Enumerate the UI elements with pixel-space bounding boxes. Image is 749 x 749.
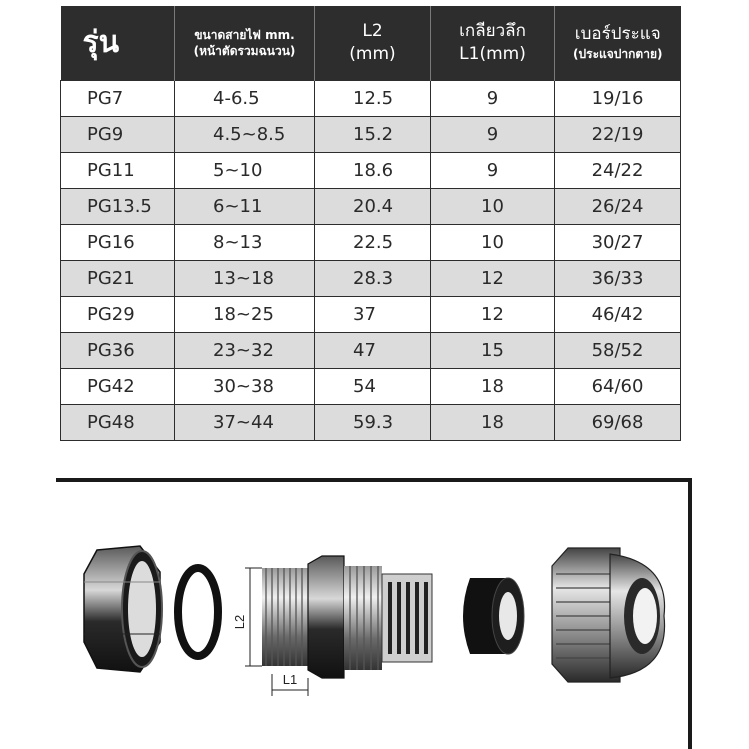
table-row bbox=[61, 81, 681, 117]
table-row bbox=[61, 225, 681, 261]
table-row bbox=[61, 297, 681, 333]
cell-cable-size: 30~38 bbox=[175, 369, 315, 405]
cell-wrench: 58/52 bbox=[555, 333, 681, 369]
cell-wrench: 46/42 bbox=[555, 297, 681, 333]
header-wrench-size bbox=[555, 6, 681, 81]
header-cable-size bbox=[175, 6, 315, 81]
cell-l1: 9 bbox=[431, 117, 555, 153]
cell-wrench: 26/24 bbox=[555, 189, 681, 225]
cell-model: PG11 bbox=[61, 153, 175, 189]
o-ring-part bbox=[178, 568, 218, 656]
table-row bbox=[61, 405, 681, 441]
cell-model: PG42 bbox=[61, 369, 175, 405]
cell-l1: 10 bbox=[431, 225, 555, 261]
table-row bbox=[61, 261, 681, 297]
cell-cable-size: 18~25 bbox=[175, 297, 315, 333]
cell-cable-size: 13~18 bbox=[175, 261, 315, 297]
header-thread-depth-unit: L1(mm) bbox=[459, 44, 526, 64]
header-cable-size-sub: (หน้าตัดรวมฉนวน) bbox=[193, 44, 296, 58]
cell-l1: 9 bbox=[431, 153, 555, 189]
cell-cable-size: 4.5~8.5 bbox=[175, 117, 315, 153]
seal-insert-part bbox=[463, 578, 524, 654]
cell-model: PG9 bbox=[61, 117, 175, 153]
cap-nut-part bbox=[552, 548, 665, 682]
cell-l2: 22.5 bbox=[315, 225, 431, 261]
cell-cable-size: 37~44 bbox=[175, 405, 315, 441]
table-row bbox=[61, 117, 681, 153]
table-row bbox=[61, 369, 681, 405]
cell-model: PG48 bbox=[61, 405, 175, 441]
cell-l2: 15.2 bbox=[315, 117, 431, 153]
cell-wrench: 24/22 bbox=[555, 153, 681, 189]
cell-model: PG36 bbox=[61, 333, 175, 369]
cell-l2: 12.5 bbox=[315, 81, 431, 117]
cell-l1: 15 bbox=[431, 333, 555, 369]
cell-model: PG29 bbox=[61, 297, 175, 333]
cell-l1: 9 bbox=[431, 81, 555, 117]
dimension-label-l1: L1 bbox=[282, 672, 298, 687]
cell-wrench: 69/68 bbox=[555, 405, 681, 441]
cell-cable-size: 8~13 bbox=[175, 225, 315, 261]
cell-l2: 59.3 bbox=[315, 405, 431, 441]
cell-l1: 18 bbox=[431, 405, 555, 441]
header-model-label: รุ่น bbox=[82, 24, 120, 60]
header-thread-depth bbox=[431, 6, 555, 81]
cell-cable-size: 6~11 bbox=[175, 189, 315, 225]
cell-l2: 37 bbox=[315, 297, 431, 333]
cable-gland-spec-table bbox=[60, 6, 681, 441]
cell-l2: 20.4 bbox=[315, 189, 431, 225]
header-l2 bbox=[315, 6, 431, 81]
cell-model: PG13.5 bbox=[61, 189, 175, 225]
cell-l1: 12 bbox=[431, 261, 555, 297]
cell-model: PG16 bbox=[61, 225, 175, 261]
table-row bbox=[61, 333, 681, 369]
cell-l2: 28.3 bbox=[315, 261, 431, 297]
cell-l1: 18 bbox=[431, 369, 555, 405]
cable-gland-exploded-illustration bbox=[0, 482, 749, 749]
header-l2-unit: (mm) bbox=[349, 44, 396, 64]
cell-cable-size: 5~10 bbox=[175, 153, 315, 189]
dimension-label-l2: L2 bbox=[232, 614, 247, 630]
header-l2-label: L2 bbox=[362, 21, 383, 42]
table-row bbox=[61, 189, 681, 225]
cell-cable-size: 4-6.5 bbox=[175, 81, 315, 117]
cell-wrench: 19/16 bbox=[555, 81, 681, 117]
cell-model: PG7 bbox=[61, 81, 175, 117]
cell-wrench: 36/33 bbox=[555, 261, 681, 297]
cell-l1: 10 bbox=[431, 189, 555, 225]
cell-l2: 54 bbox=[315, 369, 431, 405]
cell-wrench: 64/60 bbox=[555, 369, 681, 405]
cell-l1: 12 bbox=[431, 297, 555, 333]
cell-model: PG21 bbox=[61, 261, 175, 297]
cell-l2: 18.6 bbox=[315, 153, 431, 189]
cell-l2: 47 bbox=[315, 333, 431, 369]
cell-cable-size: 23~32 bbox=[175, 333, 315, 369]
cell-wrench: 30/27 bbox=[555, 225, 681, 261]
header-cable-size-label: ขนาดสายไฟ mm. bbox=[194, 27, 295, 42]
cell-wrench: 22/19 bbox=[555, 117, 681, 153]
header-wrench-size-label: เบอร์ประแจ bbox=[574, 24, 661, 45]
header-model bbox=[61, 6, 175, 81]
header-thread-depth-label: เกลียวลึก bbox=[459, 21, 526, 42]
gland-body-part bbox=[262, 556, 432, 678]
table-row bbox=[61, 153, 681, 189]
table-header-row bbox=[61, 6, 681, 81]
header-wrench-size-sub: (ประแจปากตาย) bbox=[573, 47, 663, 62]
lock-nut-part bbox=[84, 546, 162, 672]
